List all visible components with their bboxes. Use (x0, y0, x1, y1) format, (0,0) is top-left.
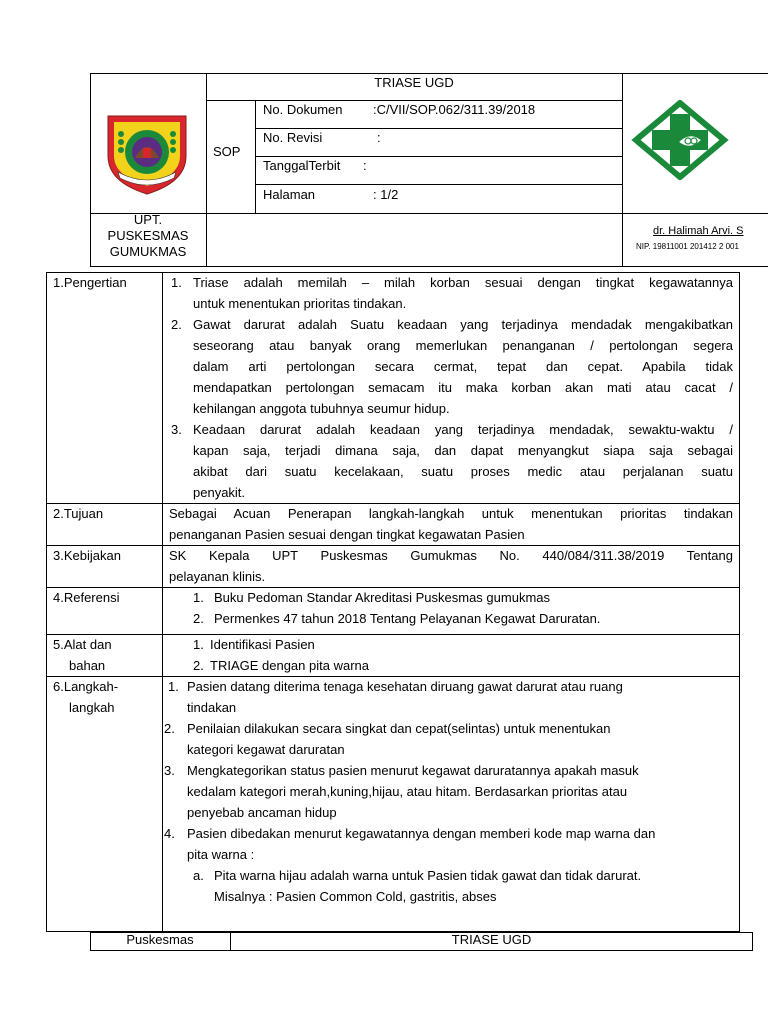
langkah-item-4-line-2: pita warna : (187, 847, 255, 862)
field-value-no-dokumen: :C/VII/SOP.062/311.39/2018 (373, 102, 536, 117)
langkah-subitem-a-line-1: Pita warna hijau adalah warna untuk Pasien tidak gawat dan tidak darurat. (214, 868, 642, 883)
puskesmas-logo (628, 100, 732, 180)
pengertian-item-2: Gawat darurat adalah Suatu keadaan yang terjadinya mendadak mengakibatkan seseorang atau banyak orang memerlukan penanganan / pertolongan segera dalam arti pertolongan secara cermat, tepat dan cepat. Apabila tidak mendapatkan pertolongan semacam itu maka korban akan mati atau cacat / kehilangan anggota tubuhnya seumur hidup. (193, 317, 733, 416)
signer-name: dr. Halimah Arvi. S (653, 225, 744, 237)
signer-nip: NIP. 19811001 201412 2 001 (636, 242, 739, 251)
section-label-pengertian: 1.Pengertian (53, 275, 127, 290)
field-label-no-dokumen: No. Dokumen (263, 102, 343, 117)
langkah-item-3-line-2: kedalam kategori merah,kuning,hijau, atau hitam. Berdasarkan prioritas atau (187, 784, 628, 799)
alat-item-2: TRIAGE dengan pita warna (210, 658, 369, 673)
field-value-halaman: : 1/2 (373, 187, 399, 202)
alat-item-1: Identifikasi Pasien (210, 637, 315, 652)
document-title: TRIASE UGD (374, 75, 454, 90)
field-value-tanggal-terbit: : (363, 158, 367, 173)
field-value-no-revisi: : (377, 130, 381, 145)
pengertian-num-1: 1. (171, 275, 182, 290)
referensi-item-2: Permenkes 47 tahun 2018 Tentang Pelayanan Kegawat Daruratan. (214, 611, 601, 626)
langkah-subitem-a-num: a. (193, 868, 204, 883)
unit-name: UPT. PUSKESMAS GUMUKMAS (107, 212, 189, 259)
pengertian-num-2: 2. (171, 317, 182, 332)
section-label-langkah-line-2: langkah (69, 700, 115, 715)
section-label-tujuan: 2.Tujuan (53, 506, 104, 521)
referensi-num-1: 1. (193, 590, 204, 605)
langkah-item-2-line-2: kategori kegawat daruratan (187, 742, 345, 757)
alat-num-1: 1. (193, 637, 204, 652)
section-label-alat-line-1: 5.Alat dan (53, 637, 112, 652)
langkah-num-3: 3. (164, 763, 175, 778)
referensi-item-1: Buku Pedoman Standar Akreditasi Puskesmas gumukmas (214, 590, 551, 605)
langkah-item-1-line-1: Pasien datang diterima tenaga kesehatan diruang gawat darurat atau ruang (187, 679, 623, 694)
footer-left: Puskesmas (126, 932, 194, 947)
field-label-halaman: Halaman (263, 187, 316, 202)
section-label-alat-line-2: bahan (69, 658, 106, 673)
pengertian-item-3: Keadaan darurat adalah keadaan yang terjadinya mendadak, sewaktu-waktu / kapan saja, terjadi dimana saja, dan dapat menyangkut siapa saja sebagai akibat dari suatu kecelakaan, suatu proses medic atau perjalanan suatu penyakit. (193, 422, 733, 500)
pengertian-num-3: 3. (171, 422, 182, 437)
langkah-item-3-line-1: Mengkategorikan status pasien menurut kegawat daruratannya apakah masuk (187, 763, 639, 778)
langkah-item-4-line-1: Pasien dibedakan menurut kegawatannya dengan memberi kode map warna dan (187, 826, 656, 841)
field-label-no-revisi: No. Revisi (263, 130, 323, 145)
langkah-num-2: 2. (164, 721, 175, 736)
field-label-tanggal-terbit: TanggalTerbit (263, 158, 341, 173)
footer-right: TRIASE UGD (451, 932, 532, 947)
section-label-langkah-line-1: 6.Langkah- (53, 679, 119, 694)
regency-logo (104, 112, 190, 196)
pengertian-item-1: Triase adalah memilah – milah korban sesuai dengan tingkat kegawatannya untuk menentukan prioritas tindakan. (193, 275, 733, 311)
kebijakan-text: SK Kepala UPT Puskesmas Gumukmas No. 440/084/311.38/2019 Tentang pelayanan klinis. (169, 548, 733, 584)
langkah-item-3-line-3: penyebab ancaman hidup (187, 805, 337, 820)
langkah-item-1-line-2: tindakan (187, 700, 237, 715)
section-label-kebijakan: 3.Kebijakan (53, 548, 121, 563)
langkah-subitem-a-line-2: Misalnya : Pasien Common Cold, gastritis, abses (214, 889, 497, 904)
langkah-num-4: 4. (164, 826, 175, 841)
section-label-referensi: 4.Referensi (53, 590, 120, 605)
referensi-num-2: 2. (193, 611, 204, 626)
langkah-num-1: 1. (168, 679, 179, 694)
tujuan-text: Sebagai Acuan Penerapan langkah-langkah untuk menentukan prioritas tindakan penanganan Pasien sesuai dengan tingkat kegawatan Pasien (169, 506, 733, 542)
alat-num-2: 2. (193, 658, 204, 673)
sop-label: SOP (213, 144, 241, 159)
langkah-item-2-line-1: Penilaian dilakukan secara singkat dan cepat(selintas) untuk menentukan (187, 721, 611, 736)
